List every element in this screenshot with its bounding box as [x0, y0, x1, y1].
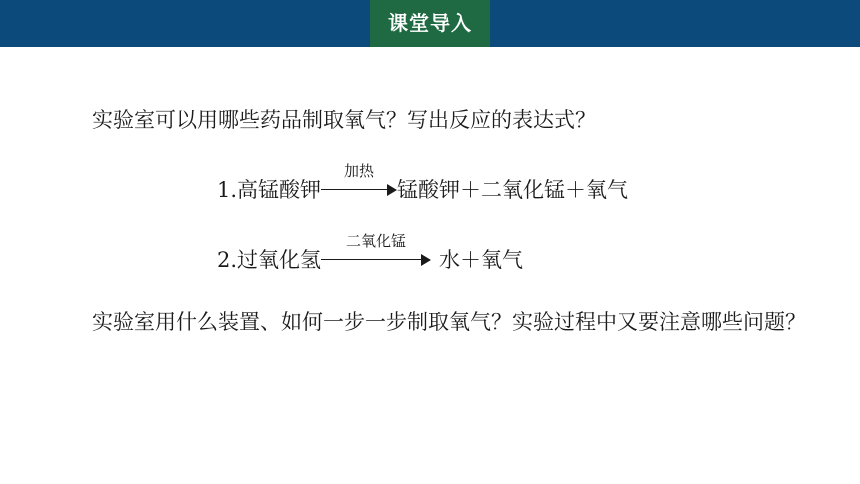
arrow-line — [321, 189, 389, 190]
reactant: 2.过氧化氢 — [217, 248, 322, 272]
reaction-condition: 加热 — [344, 162, 375, 180]
equation-hydrogen-peroxide — [217, 232, 524, 280]
reaction-arrow — [321, 162, 397, 210]
arrow-head-icon — [421, 254, 431, 266]
arrow-head-icon — [387, 184, 397, 196]
reactant: 1.高锰酸钾 — [217, 178, 322, 202]
reaction-condition: 二氧化锰 — [346, 232, 407, 250]
equation-potassium-permanganate — [217, 162, 629, 210]
section-title: 课堂导入 — [370, 0, 490, 47]
reaction-arrow — [321, 232, 431, 280]
question-reagents: 实验室可以用哪些药品制取氧气？写出反应的表达式？ — [92, 108, 596, 132]
arrow-line — [321, 259, 423, 260]
products: 锰酸钾＋二氧化锰＋氧气 — [397, 178, 629, 202]
products: 水＋氧气 — [439, 248, 524, 272]
question-apparatus: 实验室用什么装置、如何一步一步制取氧气？实验过程中又要注意哪些问题？ — [92, 310, 806, 334]
